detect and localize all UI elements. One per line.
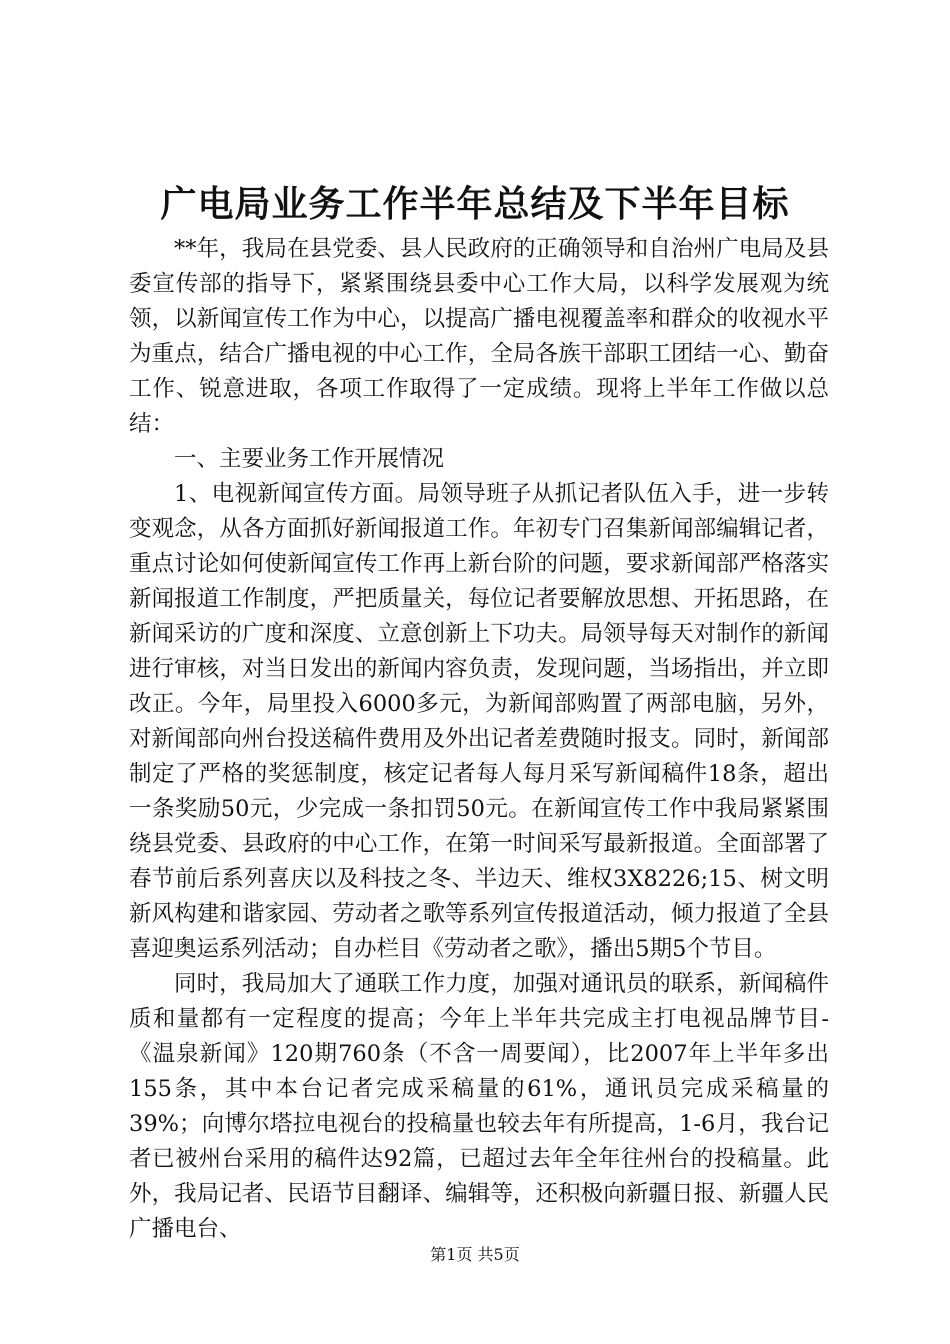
paragraph-intro: **年，我局在县党委、县人民政府的正确领导和自治州广电局及县委宣传部的指导下，紧紧围绕县委中心工作大局，以科学发展观为统领，以新闻宣传工作为中心，以提高广播电视覆盖率和群众的收视水平为重点，结合广播电视的中心工作，全局各族干部职工团结一心、勤奋工作、锐意进取，各项工作取得了一定成绩。现将上半年工作做以总结： (129, 236, 829, 437)
paragraph-news-publicity: 1、电视新闻宣传方面。局领导班子从抓记者队伍入手，进一步转变观念，从各方面抓好新闻报道工作。年初专门召集新闻部编辑记者，重点讨论如何使新闻宣传工作再上新台阶的问题，要求新闻部严格落实新闻报道工作制度，严把质量关，每位记者要解放思想、开拓思路，在新闻采访的广度和深度、立意创新上下功夫。局领导每天对制作的新闻进行审核，对当日发出的新闻内容负责，发现问题，当场指出，并立即改正。今年，局里投入6000多元，为新闻部购置了两部电脑，另外，对新闻部向州台投送稿件费用及外出记者差费随时报支。同时，新闻部制定了严格的奖惩制度，核定记者每人每月采写新闻稿件18条，超出一条奖励50元，少完成一条扣罚50元。在新闻宣传工作中我局紧紧围绕县党委、县政府的中心工作，在第一时间采写最新报道。全面部署了春节前后系列喜庆以及科技之冬、半边天、维权3X8226;15、树文明新风构建和谐家园、劳动者之歌等系列宣传报道活动，倾力报道了全县喜迎奥运系列活动；自办栏目《劳动者之歌》，播出5期5个节目。 (129, 481, 829, 962)
page-number: 第1页 共5页 (430, 1245, 520, 1264)
section-heading: 一、主要业务工作开展情况 (174, 446, 445, 472)
paragraph-liaison-work: 同时，我局加大了通联工作力度，加强对通讯员的联系，新闻稿件质和量都有一定程度的提高；今年上半年共完成主打电视品牌节目-《温泉新闻》120期760条（不含一周要闻），比2007年上半年多出155条，其中本台记者完成采稿量的61%，通讯员完成采稿量的39%；向博尔塔拉电视台的投稿量也较去年有所提高，1-6月，我台记者已被州台采用的稿件达92篇，已超过去年全年往州台的投稿量。此外，我局记者、民语节目翻译、编辑等，还积极向新疆日报、新疆人民广播电台、 (129, 971, 829, 1242)
document-title: 广电局业务工作半年总结及下半年目标 (160, 183, 790, 225)
document-body (129, 232, 829, 1247)
